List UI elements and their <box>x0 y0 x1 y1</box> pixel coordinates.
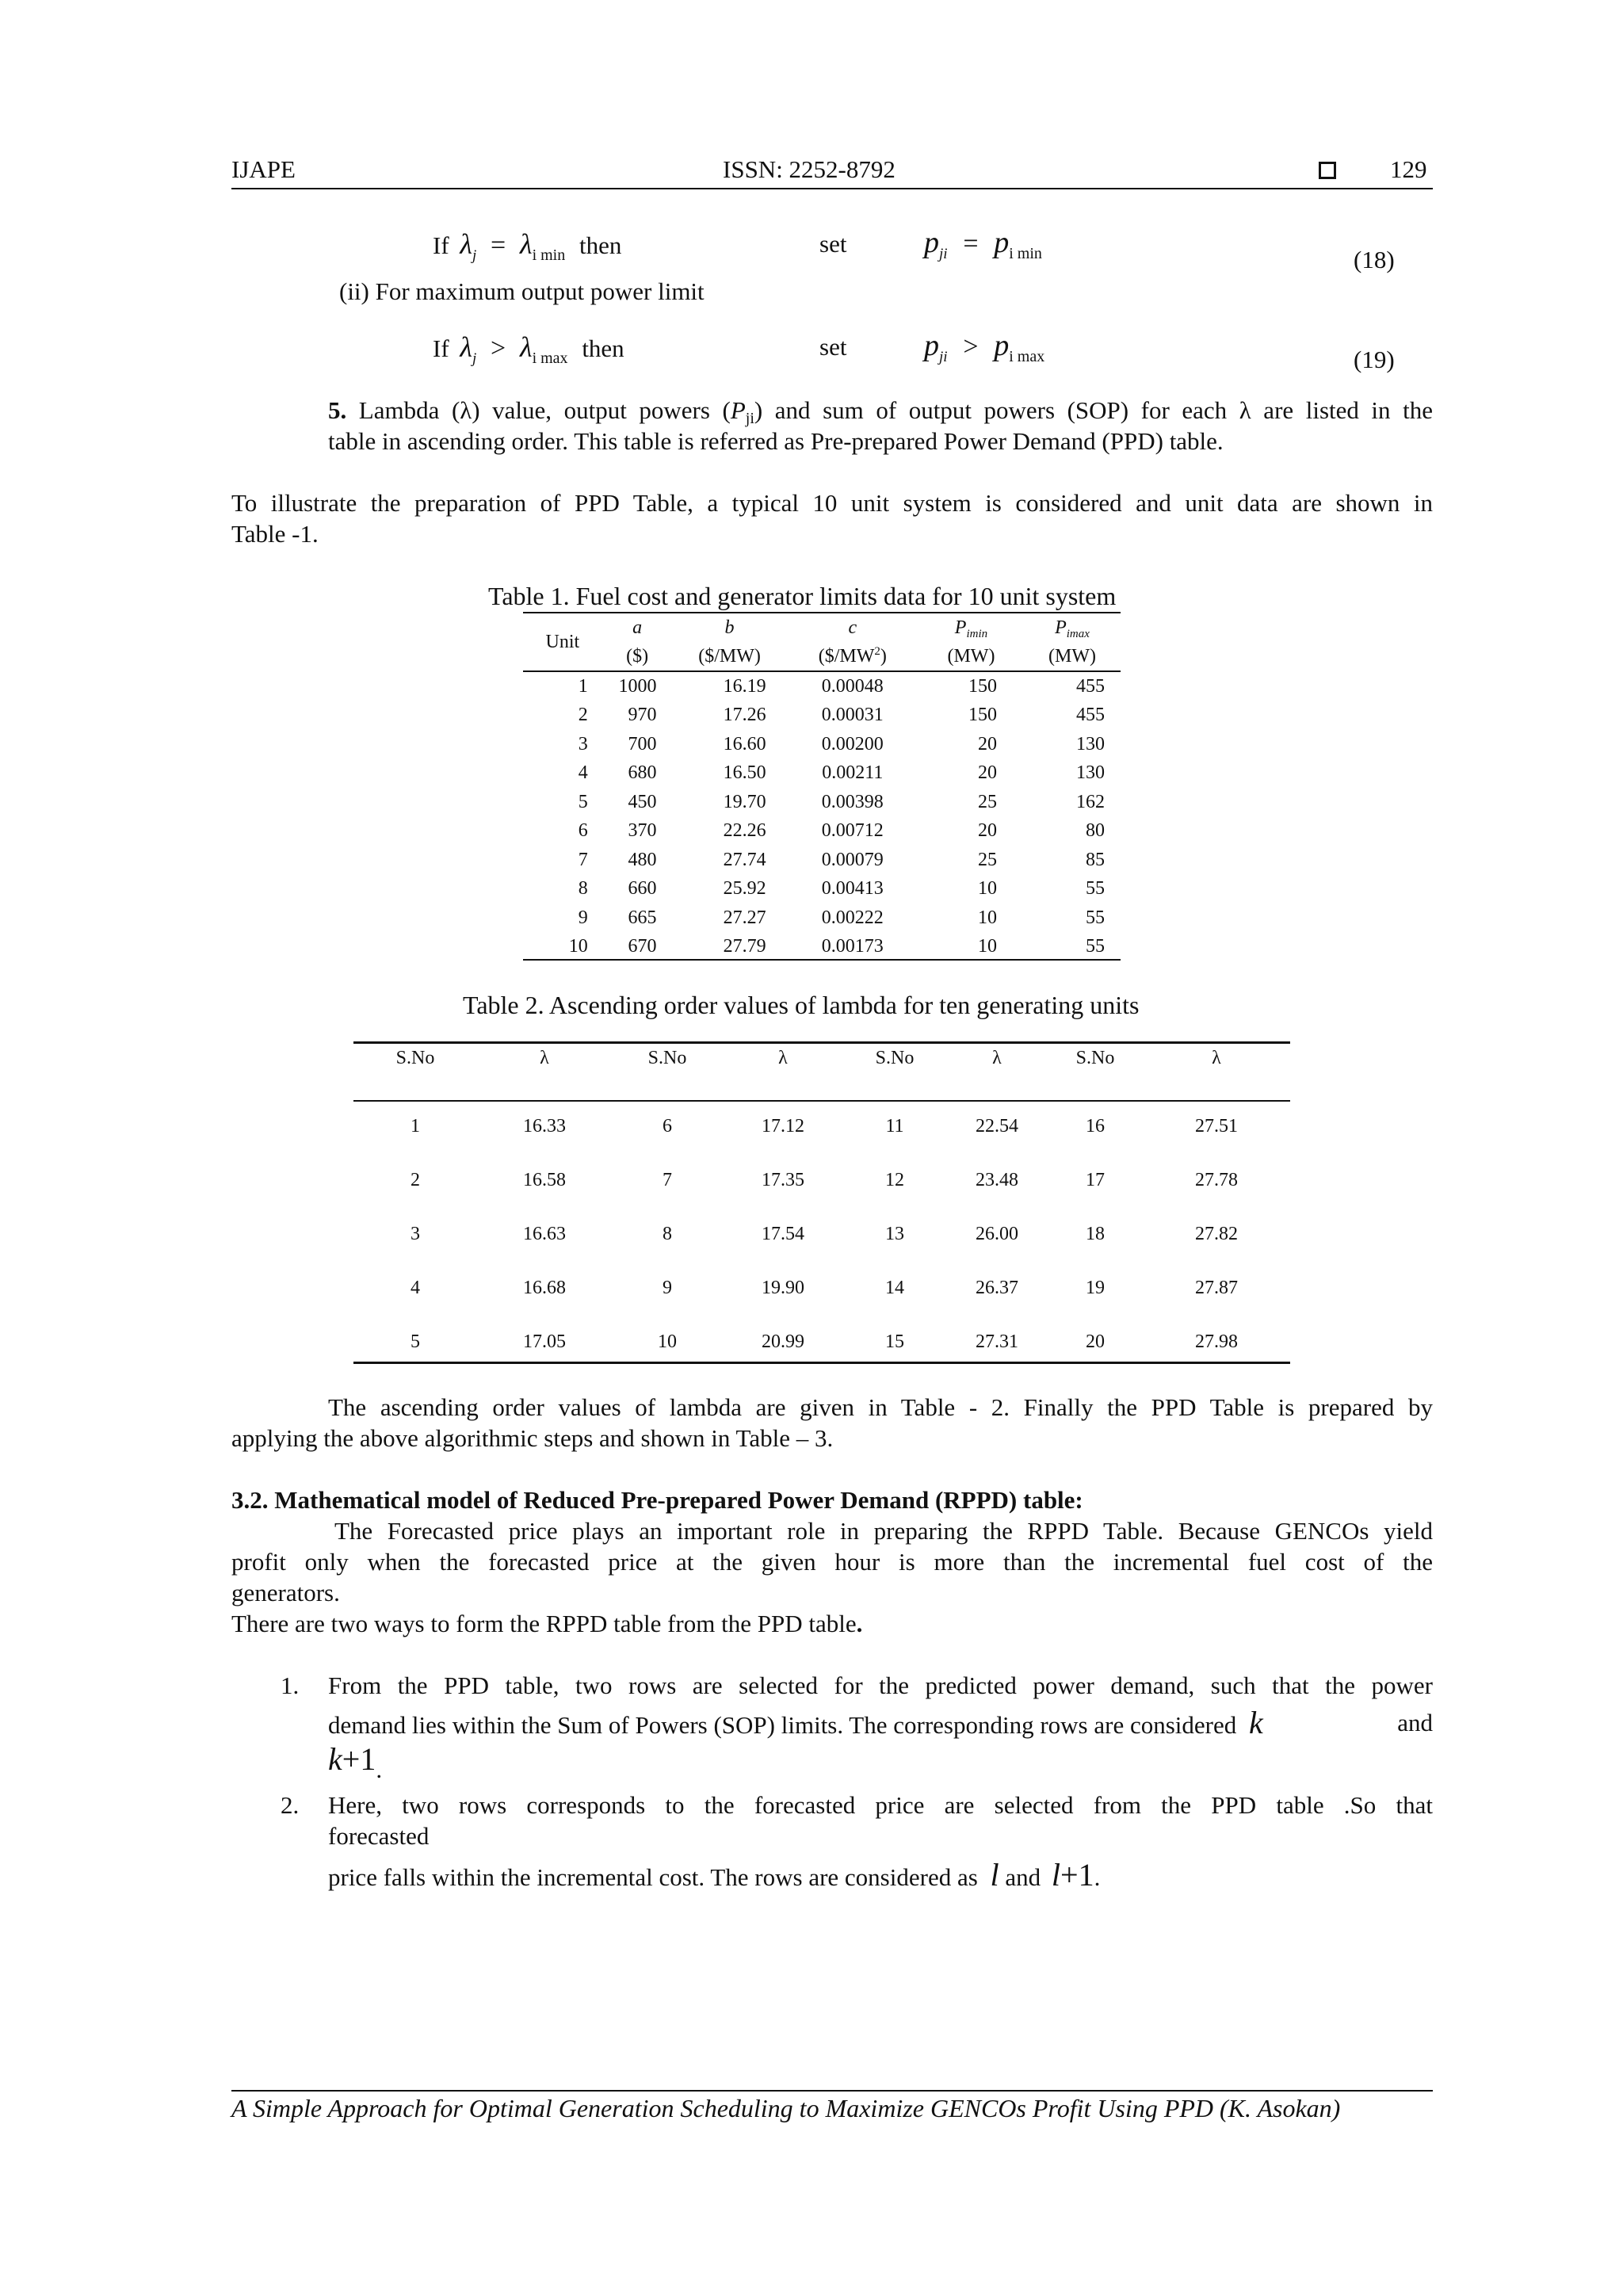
footer-rule <box>231 2090 1433 2092</box>
table2-cell: 20 <box>1086 1331 1105 1352</box>
table2-cell: 11 <box>885 1115 904 1137</box>
table1-cell: 0.00200 <box>821 733 884 755</box>
table2-cell: 17 <box>1086 1169 1105 1190</box>
set-label-19: set <box>819 333 847 361</box>
table2-cell: 5 <box>411 1331 420 1352</box>
table1-cell: 700 <box>628 733 657 755</box>
table1-row <box>523 846 1121 875</box>
table1-cell: 150 <box>968 705 997 726</box>
table1-cell: 85 <box>1086 849 1105 870</box>
issn: ISSN: 2252-8792 <box>723 155 896 183</box>
table2-header-cell: S.No <box>395 1048 435 1068</box>
set-label-18: set <box>819 230 847 258</box>
table1-row <box>523 817 1121 846</box>
table1-header-c: c <box>848 617 857 638</box>
table2-cell: 10 <box>658 1331 677 1352</box>
table1-cell: 25 <box>977 791 997 812</box>
table1-cell: 10 <box>977 878 997 900</box>
table2-cell: 27.87 <box>1195 1277 1238 1298</box>
table1-cell: 0.00173 <box>821 936 884 957</box>
table1-cell: 0.00211 <box>822 762 884 784</box>
table2-cell: 16.58 <box>523 1169 566 1190</box>
table2-cell: 13 <box>885 1223 904 1244</box>
table1-cell: 450 <box>628 791 657 812</box>
section-line1: The Forecasted price plays an important role in preparing the RPPD Table. Because GENCOs yield <box>334 1517 1433 1545</box>
table2-row <box>353 1207 1290 1261</box>
table1-cell: 1000 <box>618 675 657 697</box>
header-rule <box>231 188 1433 189</box>
illustrate-line2: Table -1. <box>231 520 319 548</box>
table2-cell: 7 <box>663 1169 672 1190</box>
illustrate-line1: To illustrate the preparation of PPD Table, a typical 10 unit system is considered and unit data are shown in <box>231 489 1433 517</box>
page-number: 129 <box>1390 155 1427 183</box>
table2-cell: 8 <box>663 1223 672 1244</box>
table1-row <box>523 904 1121 933</box>
table2-cell: 27.82 <box>1195 1223 1238 1244</box>
table1-cell: 10 <box>977 907 997 928</box>
table1-cell: 22.26 <box>723 820 766 842</box>
table1-cell: 19.70 <box>723 791 766 812</box>
table1-cell: 0.00712 <box>821 820 884 842</box>
table2-cell: 27.31 <box>976 1331 1018 1352</box>
table2-caption: Table 2. Ascending order values of lambda for ten generating units <box>463 991 1140 1019</box>
equation-18: If $\lambda_j = \lambda_{i min}$ then <box>433 228 622 264</box>
table2-top-rule <box>353 1041 1290 1044</box>
table2 <box>353 1045 1290 1369</box>
table2-cell: 19.90 <box>762 1277 804 1298</box>
table2-cell: 4 <box>411 1277 420 1298</box>
table1-cell: 7 <box>578 849 588 870</box>
box-icon <box>1319 162 1336 179</box>
table1-header-a: a <box>632 617 643 638</box>
table1-cell: 2 <box>578 705 588 726</box>
table2-header-cell: λ <box>1212 1048 1221 1068</box>
table1-row <box>523 875 1121 904</box>
step5-line2: table in ascending order. This table is referred as Pre-prepared Power Demand (PPD) table. <box>328 427 1224 455</box>
table1-cell: 970 <box>628 705 657 726</box>
table1-cell: 27.79 <box>723 936 766 957</box>
list-item-1-line2: demand lies within the Sum of Powers (SOP) limits. The corresponding rows are considered k and <box>328 1705 1433 1740</box>
table1-cell: 6 <box>578 820 588 842</box>
section-line4: There are two ways to form the RPPD table from the PPD table. <box>231 1610 863 1637</box>
table1-cell: 3 <box>578 733 588 755</box>
table1-cell: 0.00413 <box>821 878 884 900</box>
equation-number-18: (18) <box>1354 246 1395 273</box>
table2-cell: 3 <box>411 1223 420 1244</box>
table1-caption: Table 1. Fuel cost and generator limits data for 10 unit system <box>488 582 1117 610</box>
table2-cell: 9 <box>663 1277 672 1298</box>
table2-bottom-rule <box>353 1362 1290 1364</box>
table1-cell: 480 <box>628 849 657 870</box>
table1-cell: 16.19 <box>723 675 766 697</box>
table1-cell: 660 <box>628 878 657 900</box>
table1-cell: 0.00031 <box>821 705 884 726</box>
table1-cell: 150 <box>968 675 997 697</box>
table1-cell: 670 <box>628 936 657 957</box>
ascending-line2: applying the above algorithmic steps and shown in Table – 3. <box>231 1424 834 1452</box>
table2-row <box>353 1153 1290 1207</box>
table2-cell: 17.54 <box>762 1223 804 1244</box>
table1-cell: 55 <box>1086 907 1105 928</box>
table1-header-b: b <box>724 617 735 638</box>
section-heading: 3.2. Mathematical model of Reduced Pre-prepared Power Demand (RPPD) table: <box>231 1486 1083 1514</box>
table2-cell: 14 <box>885 1277 904 1298</box>
table1-cell: 455 <box>1076 675 1105 697</box>
section-line2: profit only when the forecasted price at the given hour is more than the incremental fuel cost of the <box>231 1548 1433 1576</box>
journal-name: IJAPE <box>231 155 296 183</box>
table2-cell: 16.33 <box>523 1115 566 1137</box>
table1-cell: 25.92 <box>723 878 766 900</box>
table2-cell: 16.68 <box>523 1277 566 1298</box>
table1-unit-c: $(\$/MW^2)$ <box>818 645 887 667</box>
table1-cell: 10 <box>977 936 997 957</box>
table1-row <box>523 788 1121 817</box>
table1-header-pmin: $P_{imin}$ <box>954 617 988 640</box>
table1-cell: 16.50 <box>723 762 766 784</box>
table2-cell: 17.35 <box>762 1169 804 1190</box>
table2-cell: 17.12 <box>762 1115 804 1137</box>
table1-cell: 130 <box>1076 733 1105 755</box>
table2-header-cell: S.No <box>875 1048 915 1068</box>
table1-cell: 130 <box>1076 762 1105 784</box>
table2-cell: 26.37 <box>976 1277 1018 1298</box>
table1-cell: 0.00222 <box>821 907 884 928</box>
table1-cell: 680 <box>628 762 657 784</box>
table1-row <box>523 730 1121 759</box>
table2-cell: 27.78 <box>1195 1169 1238 1190</box>
table2-cell: 27.51 <box>1195 1115 1238 1137</box>
table1-cell: 55 <box>1086 878 1105 900</box>
list-item-2-line3: price falls within the incremental cost. The rows are considered as l and l+1. <box>328 1857 1101 1893</box>
table1-cell: 25 <box>977 849 997 870</box>
equation-number-19: (19) <box>1354 346 1395 373</box>
table2-cell: 18 <box>1086 1223 1105 1244</box>
max-limit-label: (ii) For maximum output power limit <box>339 277 705 305</box>
table1-cell: 162 <box>1076 791 1105 812</box>
table1-cell: 20 <box>977 820 997 842</box>
table2-cell: 22.54 <box>976 1115 1018 1137</box>
table1-cell: 27.74 <box>723 849 766 870</box>
table1-cell: 5 <box>578 791 588 812</box>
list-item-2-number: 2. <box>281 1791 300 1819</box>
table2-header-cell: λ <box>992 1048 1002 1068</box>
table1-cell: 27.27 <box>723 907 766 928</box>
table1-row <box>523 933 1121 962</box>
table1-row <box>523 701 1121 731</box>
table1-cell: 20 <box>977 762 997 784</box>
table1-unit-pmin: (MW) <box>947 645 995 667</box>
table2-cell: 16.63 <box>523 1223 566 1244</box>
table2-header-cell: λ <box>778 1048 788 1068</box>
table2-cell: 23.48 <box>976 1169 1018 1190</box>
table2-cell: 27.98 <box>1195 1331 1238 1352</box>
table1-bottom-rule <box>523 959 1121 961</box>
table2-cell: 26.00 <box>976 1223 1018 1244</box>
table1-cell: 80 <box>1086 820 1105 842</box>
table2-cell: 12 <box>885 1169 904 1190</box>
table1-cell: 455 <box>1076 705 1105 726</box>
table2-header-cell: S.No <box>647 1048 687 1068</box>
table1-row <box>523 759 1121 789</box>
table1-header-unit: Unit <box>545 631 580 652</box>
table1-cell: 17.26 <box>723 705 766 726</box>
table1 <box>523 613 1121 961</box>
list-item-1-line1: From the PPD table, two rows are selected for the predicted power demand, such that the power <box>328 1671 1433 1699</box>
table2-header-cell: λ <box>540 1048 549 1068</box>
table2-cell: 19 <box>1086 1277 1105 1298</box>
table1-cell: 665 <box>628 907 657 928</box>
table1-cell: 16.60 <box>723 733 766 755</box>
table1-cell: 370 <box>628 820 657 842</box>
section-line3: generators. <box>231 1579 340 1606</box>
table2-cell: 16 <box>1086 1115 1105 1137</box>
table2-cell: 2 <box>411 1169 420 1190</box>
list-item-2-line2: forecasted <box>328 1822 430 1850</box>
table1-unit-b: ($/MW) <box>698 645 761 667</box>
table2-cell: 17.05 <box>523 1331 566 1352</box>
equation-18-rhs: $p_{ji} = p_{i min}$ <box>924 226 1042 262</box>
table1-cell: 0.00079 <box>821 849 884 870</box>
ascending-line1: The ascending order values of lambda are given in Table - 2. Finally the PPD Table is prepared by <box>328 1393 1433 1421</box>
table1-row <box>523 671 1121 701</box>
table2-row <box>353 1261 1290 1315</box>
table2-cell: 6 <box>663 1115 672 1137</box>
table2-header-cell: S.No <box>1075 1048 1115 1068</box>
table1-cell: 0.00048 <box>821 675 884 697</box>
table1-cell: 20 <box>977 733 997 755</box>
table1-cell: 10 <box>568 936 588 957</box>
table2-cell: 20.99 <box>762 1331 804 1352</box>
list-item-1-number: 1. <box>281 1671 300 1699</box>
table1-cell: 55 <box>1086 936 1105 957</box>
table2-cell: 1 <box>411 1115 420 1137</box>
table1-cell: 8 <box>578 878 588 900</box>
table1-cell: 4 <box>578 762 588 784</box>
table1-cell: 1 <box>578 675 588 697</box>
equation-19-rhs: $p_{ji} > p_{i max}$ <box>924 329 1045 365</box>
footer-citation: A Simple Approach for Optimal Generation Scheduling to Maximize GENCOs Profit Using PPD (K. Asokan) <box>231 2094 1341 2122</box>
table1-cell: 9 <box>578 907 588 928</box>
table2-header-rule <box>353 1100 1290 1102</box>
list-item-2-line1: Here, two rows corresponds to the forecasted price are selected from the PPD table .So that <box>328 1791 1433 1819</box>
step5-line1: 5. Lambda (λ) value, output powers (Pji) and sum of output powers (SOP) for each λ are listed in the <box>328 396 1433 427</box>
list-item-1-line3: k+1. <box>328 1741 383 1783</box>
table1-unit-pmax: (MW) <box>1048 645 1096 667</box>
table2-row <box>353 1315 1290 1369</box>
table1-cell: 0.00398 <box>821 791 884 812</box>
table2-row <box>353 1099 1290 1153</box>
equation-19: If $\lambda_j > \lambda_{i max}$ then <box>433 331 624 367</box>
table1-unit-a: ($) <box>626 645 649 667</box>
table1-header-pmax: $P_{imax}$ <box>1055 617 1090 640</box>
table2-header-row <box>353 1045 1290 1099</box>
table2-cell: 15 <box>885 1331 904 1352</box>
